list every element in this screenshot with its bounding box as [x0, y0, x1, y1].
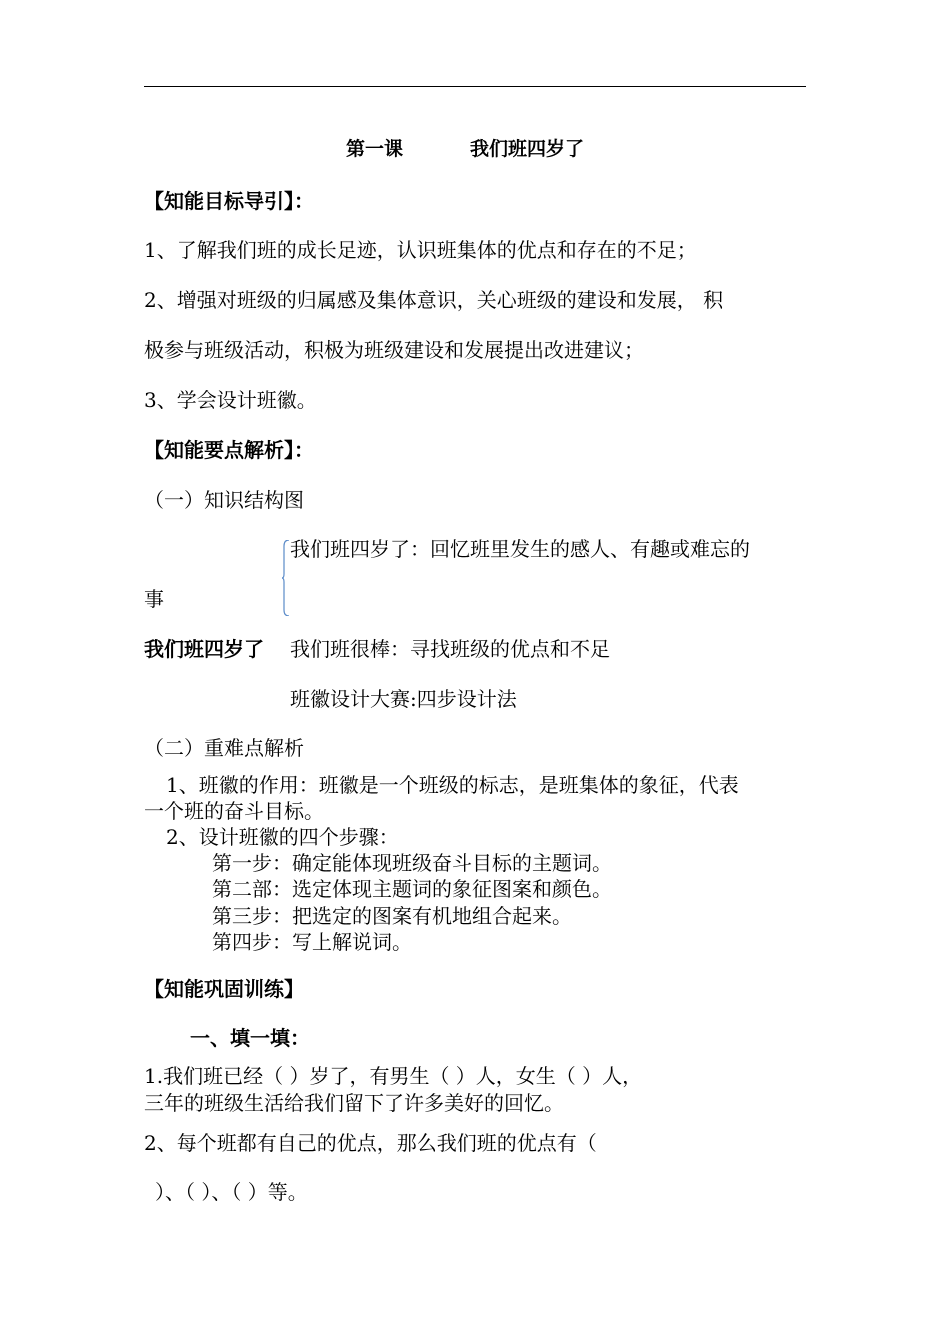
keypoints-heading: （二）重难点解析 [144, 736, 304, 760]
lesson-number: 第一课 [346, 138, 404, 160]
structure-branch: 我们班很棒：寻找班级的优点和不足 [290, 637, 610, 661]
objective-line: 1、了解我们班的成长足迹，认识班集体的优点和存在的不足； [144, 238, 697, 262]
keypoint-line: 一个班的奋斗目标。 [144, 799, 324, 823]
structure-branch: 班徽设计大赛:四步设计法 [290, 687, 517, 711]
keypoint-step: 第四步：写上解说词。 [212, 930, 412, 954]
objective-line: 2、增强对班级的归属感及集体意识，关心班级的建设和发展， 积 [144, 288, 724, 312]
analysis-heading: 【知能要点解析】： [144, 438, 314, 462]
lesson-title: 我们班四岁了 [470, 138, 585, 160]
structure-root: 我们班四岁了 [144, 637, 264, 661]
keypoint-step: 第一步：确定能体现班级奋斗目标的主题词。 [212, 851, 612, 875]
fill-item: 三年的班级生活给我们留下了许多美好的回忆。 [144, 1091, 564, 1115]
header-rule [144, 86, 806, 87]
structure-branch: 我们班四岁了：回忆班里发生的感人、有趣或难忘的 [290, 537, 750, 561]
objective-line: 3、学会设计班徽。 [144, 388, 317, 412]
objectives-heading: 【知能目标导引】： [144, 189, 314, 213]
fill-heading: 一、填一填： [190, 1026, 310, 1050]
structure-branch: 事 [144, 587, 164, 611]
structure-heading: （一）知识结构图 [144, 488, 304, 512]
fill-item: 1.我们班已经（ ）岁了，有男生（ ）人，女生（ ）人， [144, 1064, 643, 1088]
practice-heading: 【知能巩固训练】 [144, 977, 304, 1001]
fill-item: ）、（ ）、（ ）等。 [155, 1180, 308, 1204]
keypoint-step: 第二部：选定体现主题词的象征图案和颜色。 [212, 877, 612, 901]
keypoint-line: 2、设计班徽的四个步骤： [166, 825, 399, 849]
structure-bracket [282, 540, 290, 616]
keypoint-step: 第三步：把选定的图案有机地组合起来。 [212, 904, 572, 928]
fill-item: 2、每个班都有自己的优点，那么我们班的优点有（ [144, 1131, 597, 1155]
keypoint-line: 1、班徽的作用：班徽是一个班级的标志，是班集体的象征，代表 [166, 773, 739, 797]
objective-line: 极参与班级活动，积极为班级建设和发展提出改进建议； [144, 338, 644, 362]
